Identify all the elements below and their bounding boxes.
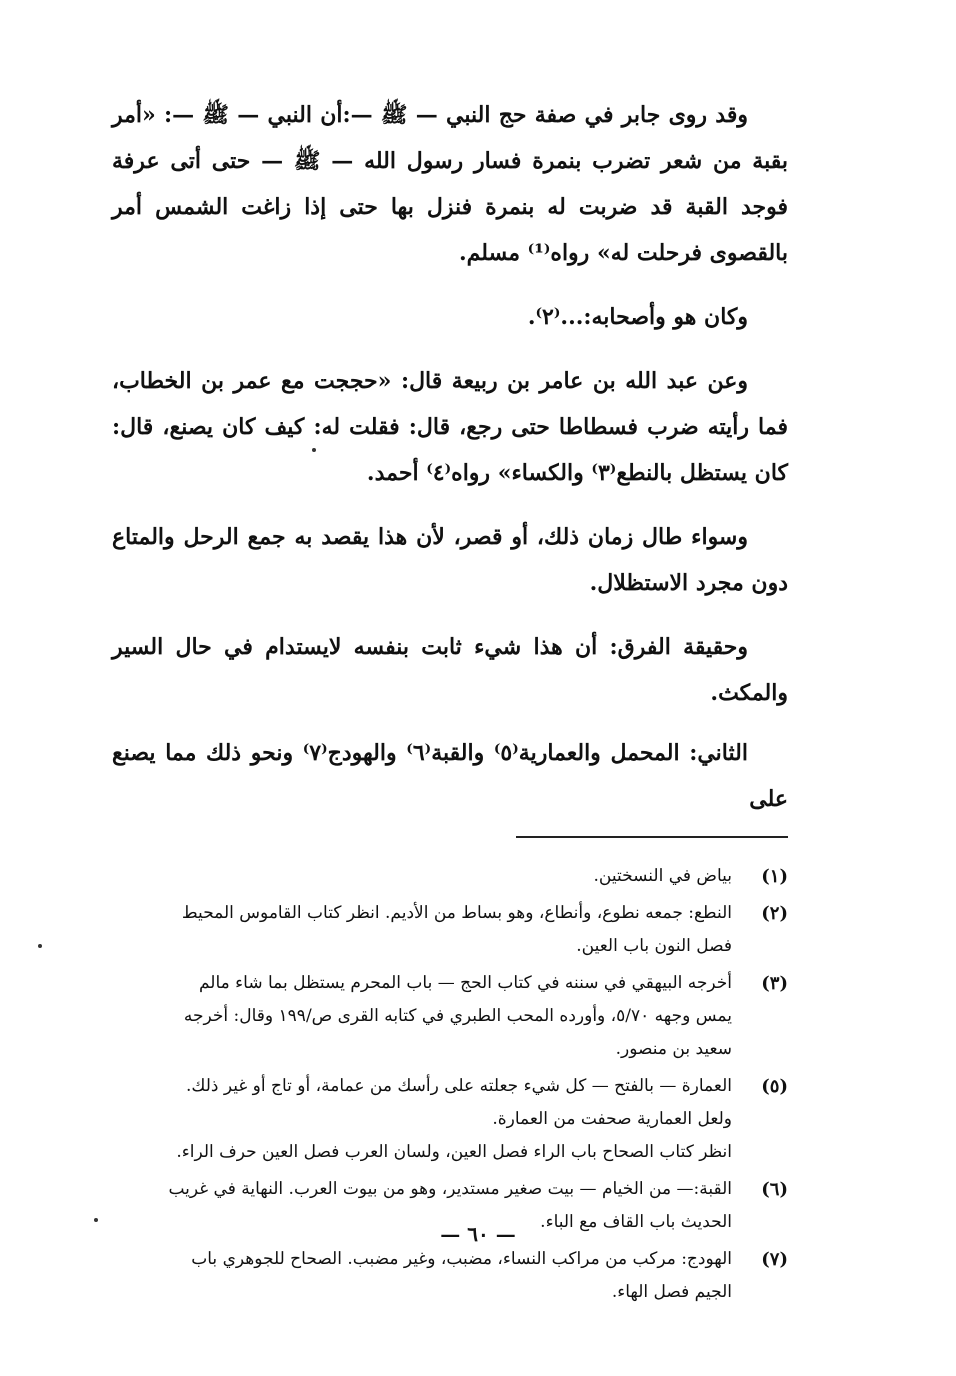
scan-speck bbox=[312, 448, 316, 452]
footnote-number: (٦) bbox=[761, 1179, 788, 1200]
footnote-number: (٧) bbox=[761, 1249, 788, 1270]
footnote-number: (٥) bbox=[761, 1076, 788, 1097]
footnote-line: يمس وجهه ٥/٧٠، وأورده المحب الطبري في كتابه القرى ص/١٩٩ وقال: أخرجه bbox=[183, 1006, 732, 1026]
paragraph-3: وعن عبد الله بن عامر بن ربيعة قال: «حججت مع عمر بن الخطاب، فما رأيته ضرب فسطاطا حتى رجع، قال: فقلت له: كيف كان يصنع، قال: كان يستظل بالنطع⁽٣⁾ والكساء» رواه⁽٤⁾ أحمد. bbox=[112, 368, 788, 486]
footnote bbox=[112, 967, 788, 1066]
footnote-number: (٢) bbox=[761, 903, 788, 924]
footnote-line: العمارة — بالفتح — كل شيء جعلته على رأسك من عمامة، أو تاج أو غير ذلك. bbox=[185, 1076, 732, 1096]
footnote-text bbox=[112, 1070, 732, 1169]
scan-speck bbox=[94, 1218, 98, 1222]
footnote bbox=[112, 1243, 788, 1309]
paragraph-1: وقد روى جابر في صفة حج النبي — ﷺ —:أن النبي — ﷺ —: «أمر بقبة من شعر تضرب بنمرة فسار رسول الله — ﷺ — حتى أتى عرفة فوجد القبة قد ضربت له بنمرة فنزل بها حتى إذا زاغت الشمس أمر بالقصوى فرحلت له» رواه⁽¹⁾ مسلم. bbox=[112, 102, 788, 266]
footnote-text bbox=[112, 967, 732, 1066]
footnote-line: سعيد بن منصور. bbox=[615, 1039, 732, 1059]
footnote-line: انظر كتاب الصحاح باب الراء فصل العين، ولسان العرب فصل العين حرف الراء. bbox=[176, 1142, 732, 1162]
footnote-line: بياض في النسختين. bbox=[593, 866, 732, 886]
paragraph-6: الثاني: المحمل والعمارية⁽٥⁾ والقبة⁽٦⁾ والهودج⁽٧⁾ ونحو ذلك مما يصنع على bbox=[112, 740, 788, 812]
scan-speck bbox=[38, 944, 42, 948]
footnote-line: الحديث باب القاف مع الباء. bbox=[540, 1212, 732, 1232]
page-number: — ٦٠ — bbox=[440, 1222, 516, 1246]
page-content bbox=[112, 92, 788, 1313]
footnote bbox=[112, 897, 788, 963]
footnote-line: القبة:— من الخيام — بيت صغير مستدير، وهو من بيوت العرب. النهاية في غريب bbox=[168, 1179, 732, 1199]
footnote-text bbox=[112, 1243, 732, 1309]
paragraph-4: وسواء طال زمان ذلك، أو قصر، لأن هذا يقصد به جمع الرحل والمتاع دون مجرد الاستظلال. bbox=[112, 524, 788, 596]
footnote-number: (٣) bbox=[761, 973, 788, 994]
footnote-line: النطع: جمعه نطوع، وأنطاع، وهو بساط من الأديم. انظر كتاب القاموس المحيط bbox=[181, 903, 732, 923]
footnote-line: فصل النون باب العين. bbox=[576, 936, 732, 956]
paragraph-5: وحقيقة الفرق: أن هذا شيء ثابت بنفسه لايستدام في حال السير والمكث. bbox=[112, 634, 788, 706]
footnote-text bbox=[112, 860, 732, 893]
footnote-number: (١) bbox=[761, 866, 788, 887]
footnote-line: ولعل العمارية صحفت من العمارة. bbox=[492, 1109, 732, 1129]
footnote-line: الهودج: مركب من مراكب النساء، مضبب، وغير مضبب. الصحاح للجوهري باب bbox=[191, 1249, 732, 1269]
footnote-text bbox=[112, 897, 732, 963]
footnote-line: الجيم فصل الهاء. bbox=[611, 1282, 732, 1302]
footnote bbox=[112, 1070, 788, 1169]
footnote-line: أخرجه البيهقي في سننه في كتاب الحج — باب المحرم يستظل بما شاء مالم bbox=[198, 973, 732, 993]
footnote bbox=[112, 860, 788, 893]
paragraph-2: وكان هو وأصحابه:...⁽٢⁾. bbox=[527, 304, 748, 330]
footnote-separator bbox=[516, 836, 788, 838]
